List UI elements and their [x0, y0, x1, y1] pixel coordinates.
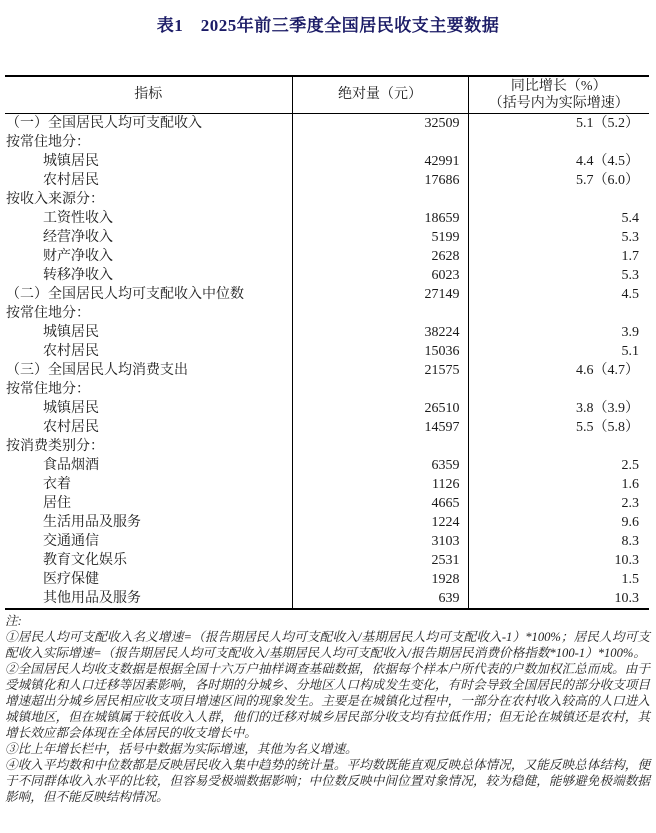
indicator-cell: 医疗保健 — [43, 571, 99, 587]
indicator-cell: 其他用品及服务 — [43, 590, 141, 606]
growth-cell — [468, 437, 649, 456]
growth-cell: 5.4 — [468, 209, 649, 228]
indicator-cell: 按收入来源分： — [6, 191, 104, 207]
table-row — [5, 228, 649, 247]
indicator-cell: 按常住地分： — [6, 305, 90, 321]
indicator-cell: （一）全国居民人均可支配收入 — [6, 115, 202, 131]
value-cell: 1928 — [292, 570, 468, 589]
table-row — [5, 323, 649, 342]
indicator-cell: 按消费类别分： — [6, 438, 104, 454]
notes-list — [5, 629, 650, 805]
value-cell: 38224 — [292, 323, 468, 342]
value-cell: 2628 — [292, 247, 468, 266]
growth-cell: 1.5 — [468, 570, 649, 589]
growth-cell: 5.7（6.0） — [468, 171, 649, 190]
indicator-cell: 按常住地分： — [6, 381, 90, 397]
value-cell: 21575 — [292, 361, 468, 380]
table-row — [5, 513, 649, 532]
growth-cell: 1.7 — [468, 247, 649, 266]
indicator-cell: 城镇居民 — [43, 153, 99, 169]
value-cell: 17686 — [292, 171, 468, 190]
table-row — [5, 285, 649, 304]
growth-cell: 2.5 — [468, 456, 649, 475]
income-expenditure-table — [5, 75, 649, 610]
note-item: ①居民人均可支配收入名义增速=（报告期居民人均可支配收入/基期居民人均可支配收入-1）*100%；居民人均可支配收入实际增速=（报告期居民人均可支配收入/基期居民人均可支配收入/报告期居民消费价格指数*100-1）*100%。 — [5, 629, 650, 660]
table-row — [5, 247, 649, 266]
growth-cell: 4.4（4.5） — [468, 152, 649, 171]
col-header-absolute: 绝对量（元） — [292, 76, 468, 113]
indicator-cell: （二）全国居民人均可支配收入中位数 — [6, 286, 244, 302]
table-row — [5, 342, 649, 361]
indicator-cell: 交通通信 — [43, 533, 99, 549]
note-item: ④收入平均数和中位数都是反映居民收入集中趋势的统计量。平均数既能直观反映总体情况，又能反映总体结构，便于不同群体收入水平的比较，但容易受极端数据影响；中位数反映中间位置对象情况，较为稳健，能够避免极端数据影响，但不能反映结构情况。 — [5, 757, 650, 804]
value-cell: 42991 — [292, 152, 468, 171]
indicator-cell: 教育文化娱乐 — [43, 552, 127, 568]
value-cell: 6359 — [292, 456, 468, 475]
indicator-cell: 城镇居民 — [43, 324, 99, 340]
table-row — [5, 171, 649, 190]
col-header-growth — [468, 76, 649, 113]
value-cell: 6023 — [292, 266, 468, 285]
growth-cell: 3.9 — [468, 323, 649, 342]
value-cell: 4665 — [292, 494, 468, 513]
value-cell: 15036 — [292, 342, 468, 361]
growth-cell: 5.5（5.8） — [468, 418, 649, 437]
growth-cell: 3.8（3.9） — [468, 399, 649, 418]
value-cell — [292, 190, 468, 209]
growth-cell: 5.3 — [468, 266, 649, 285]
table-row — [5, 304, 649, 323]
indicator-cell: 转移净收入 — [43, 267, 113, 283]
table-row — [5, 152, 649, 171]
indicator-cell: 食品烟酒 — [43, 457, 99, 473]
table-row — [5, 589, 649, 609]
value-cell: 3103 — [292, 532, 468, 551]
col-header-growth-line1: 同比增长（%） — [510, 78, 607, 94]
growth-cell: 5.3 — [468, 228, 649, 247]
growth-cell: 8.3 — [468, 532, 649, 551]
value-cell: 14597 — [292, 418, 468, 437]
growth-cell: 4.5 — [468, 285, 649, 304]
table-row — [5, 456, 649, 475]
note-item: ③比上年增长栏中，括号中数据为实际增速，其他为名义增速。 — [5, 741, 358, 756]
growth-cell — [468, 380, 649, 399]
indicator-cell: （三）全国居民人均消费支出 — [6, 362, 188, 378]
value-cell: 1126 — [292, 475, 468, 494]
col-header-indicator: 指标 — [5, 76, 292, 113]
table-row — [5, 437, 649, 456]
table-row — [5, 113, 649, 133]
growth-cell — [468, 190, 649, 209]
indicator-cell: 按常住地分： — [6, 134, 90, 150]
table-row — [5, 551, 649, 570]
note-item: ②全国居民人均收支数据是根据全国十六万户抽样调查基础数据，依据每个样本户所代表的户数加权汇总而成。由于受城镇化和人口迁移等因素影响，各时期的分城乡、分地区人口构成发生变化，有时会导致全国居民的部分收支项目增速超出分城乡居民相应收支项目增速区间的现象发生。主要是在城镇化过程中，一部分在农村收入较高的人口进入城镇地区，但在城镇属于较低收入人群，他们的迁移对城乡居民部分收支均有拉低作用；但无论在城镇还是农村，其增长效应都会体现在全体居民的收支增长中。 — [5, 661, 650, 740]
value-cell: 18659 — [292, 209, 468, 228]
table-row — [5, 361, 649, 380]
value-cell — [292, 304, 468, 323]
value-cell — [292, 133, 468, 152]
indicator-cell: 居住 — [43, 495, 71, 511]
growth-cell: 1.6 — [468, 475, 649, 494]
notes-section — [5, 613, 650, 805]
table-row — [5, 418, 649, 437]
notes-label: 注: — [5, 613, 22, 628]
table-row — [5, 380, 649, 399]
indicator-cell: 工资性收入 — [43, 210, 113, 226]
indicator-cell: 农村居民 — [43, 172, 99, 188]
value-cell: 639 — [292, 589, 468, 609]
indicator-cell: 衣着 — [43, 476, 71, 492]
table-row — [5, 494, 649, 513]
growth-cell: 5.1（5.2） — [468, 113, 649, 133]
growth-cell: 10.3 — [468, 551, 649, 570]
indicator-cell: 生活用品及服务 — [43, 514, 141, 530]
growth-cell: 9.6 — [468, 513, 649, 532]
table-row — [5, 570, 649, 589]
indicator-cell: 城镇居民 — [43, 400, 99, 416]
growth-cell: 10.3 — [468, 589, 649, 609]
table-row — [5, 209, 649, 228]
value-cell: 32509 — [292, 113, 468, 133]
value-cell: 5199 — [292, 228, 468, 247]
table-row — [5, 399, 649, 418]
value-cell: 26510 — [292, 399, 468, 418]
value-cell — [292, 437, 468, 456]
header-row — [5, 76, 649, 113]
value-cell: 1224 — [292, 513, 468, 532]
growth-cell — [468, 133, 649, 152]
page-title: 表1 2025年前三季度全国居民收支主要数据 — [156, 16, 500, 35]
table-row — [5, 190, 649, 209]
col-header-growth-line2: （括号内为实际增速） — [488, 95, 629, 111]
indicator-cell: 农村居民 — [43, 343, 99, 359]
growth-cell: 4.6（4.7） — [468, 361, 649, 380]
table-row — [5, 532, 649, 551]
growth-cell: 5.1 — [468, 342, 649, 361]
table-row — [5, 133, 649, 152]
growth-cell — [468, 304, 649, 323]
indicator-cell: 经营净收入 — [43, 229, 113, 245]
table-row — [5, 475, 649, 494]
value-cell: 2531 — [292, 551, 468, 570]
value-cell — [292, 380, 468, 399]
indicator-cell: 农村居民 — [43, 419, 99, 435]
table-row — [5, 266, 649, 285]
growth-cell: 2.3 — [468, 494, 649, 513]
value-cell: 27149 — [292, 285, 468, 304]
indicator-cell: 财产净收入 — [43, 248, 113, 264]
